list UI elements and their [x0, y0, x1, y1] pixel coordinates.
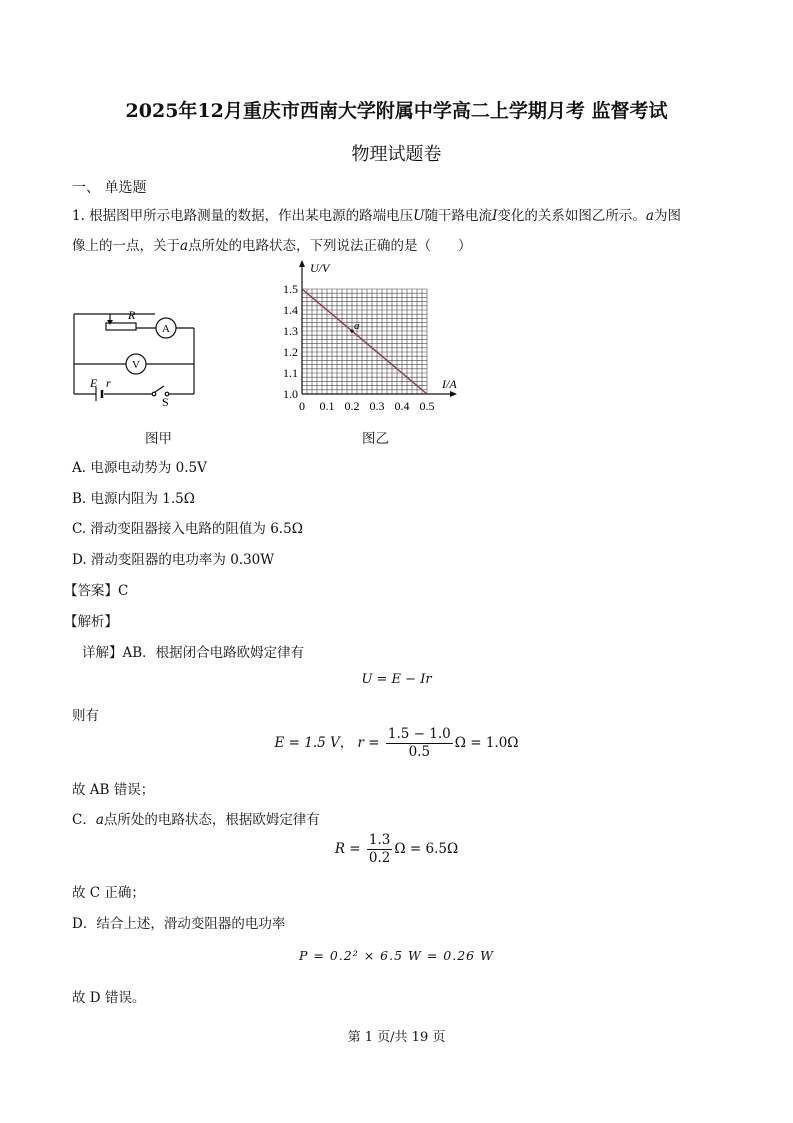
figure1-caption: 图甲 [145, 431, 172, 447]
formula-e-r: E = 1.5 V， r = $\frac{1.5 - 1.0}{0.5}$ Ω = 1.0Ω [274, 726, 519, 760]
ab-wrong: 故 AB 错误； [72, 782, 155, 798]
label-switch: S [162, 395, 169, 409]
x-axis-label: I/A [442, 377, 457, 391]
series-line [302, 289, 427, 394]
d-wrong: 故 D 错误。 [72, 990, 146, 1006]
figure2-caption: 图乙 [362, 431, 389, 447]
y-tick-label: 1.5 [283, 282, 298, 296]
label-r: R [128, 308, 136, 322]
page-title: 2025年12月重庆市西南大学附属中学高二上学期月考 监督考试 [125, 100, 668, 122]
ui-graph [270, 256, 480, 414]
c-right: 故 C 正确； [72, 885, 145, 901]
then-text: 则有 [72, 708, 99, 724]
circuit-diagram [60, 300, 210, 410]
label-internal-r: r [106, 376, 111, 390]
option-b: B. 电源内阻为 1.5Ω [72, 491, 195, 507]
x-tick-label: 0.5 [419, 399, 435, 413]
page-subtitle: 物理试题卷 [351, 144, 442, 165]
y-tick-label: 1.1 [283, 366, 298, 380]
formula-r: R = $\frac{1.3}{0.2}$ Ω = 6.5Ω [334, 832, 459, 866]
x-axis-arrow [450, 391, 457, 397]
d-line: D．结合上述，滑动变阻器的电功率 [72, 916, 286, 932]
formula-power: P = 0.2² × 6.5 W = 0.26 W [299, 948, 494, 963]
ammeter-label: A [162, 323, 170, 335]
point-a-label: a [354, 320, 360, 332]
y-axis-label: U/V [310, 261, 330, 275]
option-c: C. 滑动变阻器接入电路的阻值为 6.5Ω [72, 521, 303, 537]
x-tick-label: 0.1 [319, 399, 335, 413]
analysis-label: 【解析】 [64, 614, 118, 630]
detail-ab: 详解】AB．根据闭合电路欧姆定律有 [82, 645, 305, 661]
page-footer: 第 1 页/共 19 页 [347, 1030, 446, 1045]
formula-ohm: U = E − Ir [361, 672, 432, 687]
y-tick-label: 1.4 [283, 303, 298, 317]
y-tick-label: 1.3 [283, 324, 298, 338]
x-tick-label: 0.2 [344, 399, 360, 413]
y-tick-label: 1.0 [283, 387, 298, 401]
question-line-2: 像上的一点，关于a点所处的电路状态，下列说法正确的是（ ） [72, 238, 472, 254]
y-tick-label: 1.2 [283, 345, 298, 359]
x-tick-label: 0.3 [369, 399, 385, 413]
origin-label: 0 [299, 399, 305, 413]
option-d: D. 滑动变阻器的电功率为 0.30W [72, 552, 275, 568]
answer: 【答案】C [64, 583, 129, 599]
y-axis-arrow [299, 260, 305, 267]
label-e: E [90, 376, 98, 390]
x-tick-label: 0.4 [394, 399, 410, 413]
c-line: C．a点所处的电路状态，根据欧姆定律有 [72, 812, 320, 828]
option-a: A. 电源电动势为 0.5V [72, 460, 207, 476]
section-heading: 一、 单选题 [72, 180, 147, 196]
voltmeter-label: V [132, 359, 140, 371]
question-line-1: 1. 根据图甲所示电路测量的数据，作出某电源的路端电压U随干路电流I变化的关系如图乙所示。a为图 [72, 208, 681, 224]
